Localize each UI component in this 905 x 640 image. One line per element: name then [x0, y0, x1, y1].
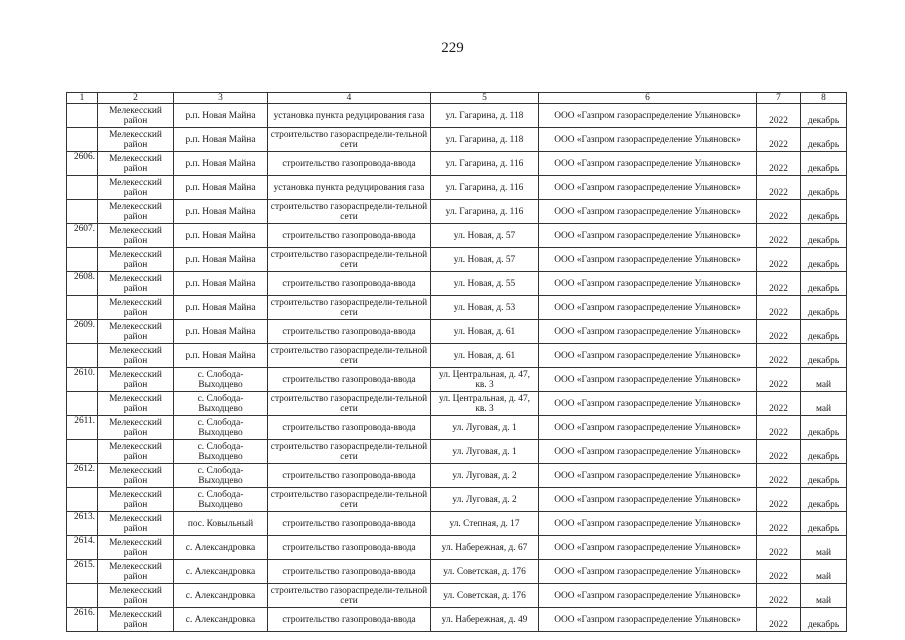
table-row — [67, 608, 847, 632]
table-row — [67, 440, 847, 464]
cell-work-type: строительство газораспредели-тельной сети — [268, 488, 431, 512]
cell-address: ул. Гагарина, д. 116 — [431, 152, 539, 176]
cell-number: 2615. — [67, 560, 98, 584]
header-col-5: 5 — [431, 93, 539, 104]
table-row — [67, 392, 847, 416]
cell-year: 2022 — [757, 584, 801, 608]
cell-district: Мелекесский район — [98, 536, 174, 560]
cell-district: Мелекесский район — [98, 104, 174, 128]
cell-work-type: строительство газопровода-ввода — [268, 536, 431, 560]
cell-address: ул. Новая, д. 61 — [431, 344, 539, 368]
cell-year: 2022 — [757, 440, 801, 464]
cell-month: декабрь — [801, 416, 847, 440]
cell-locality: с. Слобода-Выходцево — [174, 368, 268, 392]
cell-year: 2022 — [757, 128, 801, 152]
cell-organization: ООО «Газпром газораспределение Ульяновск» — [539, 200, 757, 224]
cell-locality: р.п. Новая Майна — [174, 224, 268, 248]
table-row — [67, 224, 847, 248]
header-col-8: 8 — [801, 93, 847, 104]
cell-district: Мелекесский район — [98, 416, 174, 440]
header-row — [67, 93, 847, 104]
cell-address: ул. Советская, д. 176 — [431, 560, 539, 584]
cell-work-type: строительство газопровода-ввода — [268, 152, 431, 176]
cell-organization: ООО «Газпром газораспределение Ульяновск» — [539, 224, 757, 248]
cell-work-type: строительство газопровода-ввода — [268, 368, 431, 392]
cell-organization: ООО «Газпром газораспределение Ульяновск» — [539, 272, 757, 296]
cell-district: Мелекесский район — [98, 248, 174, 272]
cell-district: Мелекесский район — [98, 440, 174, 464]
cell-address: ул. Советская, д. 176 — [431, 584, 539, 608]
table-row — [67, 368, 847, 392]
cell-address: ул. Новая, д. 57 — [431, 224, 539, 248]
cell-organization: ООО «Газпром газораспределение Ульяновск» — [539, 104, 757, 128]
cell-work-type: строительство газораспредели-тельной сети — [268, 200, 431, 224]
table-row — [67, 344, 847, 368]
table-row — [67, 320, 847, 344]
table-row — [67, 248, 847, 272]
cell-locality: с. Александровка — [174, 560, 268, 584]
cell-work-type: строительство газораспредели-тельной сети — [268, 248, 431, 272]
cell-address: ул. Новая, д. 57 — [431, 248, 539, 272]
cell-locality: пос. Ковыльный — [174, 512, 268, 536]
cell-number — [67, 200, 98, 224]
cell-number: 2607. — [67, 224, 98, 248]
cell-organization: ООО «Газпром газораспределение Ульяновск» — [539, 368, 757, 392]
cell-year: 2022 — [757, 296, 801, 320]
cell-locality: р.п. Новая Майна — [174, 344, 268, 368]
cell-organization: ООО «Газпром газораспределение Ульяновск» — [539, 320, 757, 344]
cell-work-type: строительство газораспредели-тельной сети — [268, 440, 431, 464]
cell-district: Мелекесский район — [98, 296, 174, 320]
cell-locality: р.п. Новая Майна — [174, 296, 268, 320]
cell-work-type: строительство газопровода-ввода — [268, 608, 431, 632]
cell-year: 2022 — [757, 200, 801, 224]
cell-number: 2616. — [67, 608, 98, 632]
cell-locality: р.п. Новая Майна — [174, 272, 268, 296]
cell-address: ул. Луговая, д. 2 — [431, 488, 539, 512]
cell-number: 2610. — [67, 368, 98, 392]
cell-work-type: строительство газопровода-ввода — [268, 416, 431, 440]
table-row — [67, 296, 847, 320]
cell-district: Мелекесский район — [98, 272, 174, 296]
cell-year: 2022 — [757, 560, 801, 584]
table-row — [67, 560, 847, 584]
cell-address: ул. Центральная, д. 47, кв. 3 — [431, 392, 539, 416]
header-col-2: 2 — [98, 93, 174, 104]
cell-number: 2611. — [67, 416, 98, 440]
cell-year: 2022 — [757, 464, 801, 488]
cell-work-type: строительство газопровода-ввода — [268, 224, 431, 248]
cell-month: декабрь — [801, 320, 847, 344]
cell-organization: ООО «Газпром газораспределение Ульяновск» — [539, 416, 757, 440]
cell-month: май — [801, 368, 847, 392]
cell-number — [67, 248, 98, 272]
cell-month: декабрь — [801, 152, 847, 176]
cell-number — [67, 296, 98, 320]
cell-district: Мелекесский район — [98, 128, 174, 152]
cell-address: ул. Гагарина, д. 116 — [431, 200, 539, 224]
cell-locality: с. Слобода-Выходцево — [174, 392, 268, 416]
cell-work-type: строительство газопровода-ввода — [268, 464, 431, 488]
cell-locality: с. Слобода-Выходцево — [174, 416, 268, 440]
cell-organization: ООО «Газпром газораспределение Ульяновск» — [539, 344, 757, 368]
cell-number: 2614. — [67, 536, 98, 560]
cell-number — [67, 128, 98, 152]
cell-locality: р.п. Новая Майна — [174, 320, 268, 344]
cell-number — [67, 488, 98, 512]
cell-locality: р.п. Новая Майна — [174, 176, 268, 200]
cell-address: ул. Гагарина, д. 118 — [431, 128, 539, 152]
cell-locality: р.п. Новая Майна — [174, 200, 268, 224]
cell-locality: с. Слобода-Выходцево — [174, 488, 268, 512]
table-row — [67, 488, 847, 512]
cell-district: Мелекесский район — [98, 608, 174, 632]
cell-number: 2606. — [67, 152, 98, 176]
cell-district: Мелекесский район — [98, 152, 174, 176]
cell-month: декабрь — [801, 248, 847, 272]
cell-address: ул. Новая, д. 55 — [431, 272, 539, 296]
cell-month: декабрь — [801, 176, 847, 200]
cell-address: ул. Гагарина, д. 118 — [431, 104, 539, 128]
cell-month: декабрь — [801, 272, 847, 296]
cell-organization: ООО «Газпром газораспределение Ульяновск» — [539, 608, 757, 632]
cell-address: ул. Луговая, д. 1 — [431, 440, 539, 464]
table-row — [67, 584, 847, 608]
cell-number: 2609. — [67, 320, 98, 344]
cell-work-type: строительство газораспредели-тельной сети — [268, 296, 431, 320]
cell-organization: ООО «Газпром газораспределение Ульяновск» — [539, 296, 757, 320]
cell-district: Мелекесский район — [98, 368, 174, 392]
cell-address: ул. Набережная, д. 67 — [431, 536, 539, 560]
cell-year: 2022 — [757, 512, 801, 536]
cell-month: декабрь — [801, 224, 847, 248]
cell-organization: ООО «Газпром газораспределение Ульяновск» — [539, 464, 757, 488]
cell-year: 2022 — [757, 392, 801, 416]
cell-organization: ООО «Газпром газораспределение Ульяновск» — [539, 560, 757, 584]
table-header — [67, 93, 847, 104]
cell-year: 2022 — [757, 608, 801, 632]
table-row — [67, 512, 847, 536]
cell-district: Мелекесский район — [98, 584, 174, 608]
cell-year: 2022 — [757, 272, 801, 296]
cell-month: май — [801, 560, 847, 584]
table-row — [67, 536, 847, 560]
cell-month: декабрь — [801, 608, 847, 632]
cell-year: 2022 — [757, 344, 801, 368]
header-col-1: 1 — [67, 93, 98, 104]
header-col-6: 6 — [539, 93, 757, 104]
table-body — [67, 104, 847, 632]
cell-year: 2022 — [757, 536, 801, 560]
cell-month: декабрь — [801, 464, 847, 488]
cell-number — [67, 584, 98, 608]
cell-number — [67, 392, 98, 416]
table-row — [67, 128, 847, 152]
table-row — [67, 272, 847, 296]
table-row — [67, 152, 847, 176]
cell-month: декабрь — [801, 296, 847, 320]
cell-organization: ООО «Газпром газораспределение Ульяновск» — [539, 488, 757, 512]
cell-address: ул. Гагарина, д. 116 — [431, 176, 539, 200]
cell-address: ул. Луговая, д. 1 — [431, 416, 539, 440]
cell-locality: с. Александровка — [174, 608, 268, 632]
header-col-4: 4 — [268, 93, 431, 104]
cell-locality: с. Слобода-Выходцево — [174, 440, 268, 464]
cell-work-type: строительство газопровода-ввода — [268, 320, 431, 344]
cell-work-type: строительство газораспредели-тельной сети — [268, 392, 431, 416]
cell-organization: ООО «Газпром газораспределение Ульяновск» — [539, 248, 757, 272]
page-number: 229 — [441, 40, 464, 56]
table-row — [67, 416, 847, 440]
cell-district: Мелекесский район — [98, 200, 174, 224]
cell-work-type: строительство газораспредели-тельной сети — [268, 584, 431, 608]
cell-month: май — [801, 536, 847, 560]
cell-year: 2022 — [757, 224, 801, 248]
cell-month: декабрь — [801, 104, 847, 128]
cell-organization: ООО «Газпром газораспределение Ульяновск» — [539, 152, 757, 176]
cell-address: ул. Новая, д. 61 — [431, 320, 539, 344]
cell-work-type: строительство газопровода-ввода — [268, 512, 431, 536]
cell-district: Мелекесский район — [98, 176, 174, 200]
cell-organization: ООО «Газпром газораспределение Ульяновск» — [539, 128, 757, 152]
cell-address: ул. Набережная, д. 49 — [431, 608, 539, 632]
cell-district: Мелекесский район — [98, 392, 174, 416]
cell-work-type: установка пункта редуцирования газа — [268, 104, 431, 128]
cell-district: Мелекесский район — [98, 320, 174, 344]
cell-district: Мелекесский район — [98, 488, 174, 512]
cell-address: ул. Луговая, д. 2 — [431, 464, 539, 488]
cell-organization: ООО «Газпром газораспределение Ульяновск» — [539, 176, 757, 200]
cell-year: 2022 — [757, 416, 801, 440]
cell-number — [67, 440, 98, 464]
cell-month: декабрь — [801, 488, 847, 512]
cell-number: 2608. — [67, 272, 98, 296]
cell-work-type: строительство газораспредели-тельной сети — [268, 344, 431, 368]
cell-year: 2022 — [757, 368, 801, 392]
gasification-table — [66, 92, 847, 632]
cell-district: Мелекесский район — [98, 512, 174, 536]
cell-work-type: строительство газопровода-ввода — [268, 272, 431, 296]
cell-number: 2612. — [67, 464, 98, 488]
cell-year: 2022 — [757, 104, 801, 128]
cell-district: Мелекесский район — [98, 344, 174, 368]
table-row — [67, 464, 847, 488]
cell-locality: с. Слобода-Выходцево — [174, 464, 268, 488]
cell-year: 2022 — [757, 320, 801, 344]
cell-organization: ООО «Газпром газораспределение Ульяновск» — [539, 584, 757, 608]
cell-year: 2022 — [757, 248, 801, 272]
cell-locality: с. Александровка — [174, 584, 268, 608]
cell-month: декабрь — [801, 128, 847, 152]
cell-number — [67, 104, 98, 128]
header-col-3: 3 — [174, 93, 268, 104]
table-row — [67, 176, 847, 200]
cell-month: декабрь — [801, 440, 847, 464]
cell-locality: р.п. Новая Майна — [174, 104, 268, 128]
cell-address: ул. Степная, д. 17 — [431, 512, 539, 536]
cell-year: 2022 — [757, 488, 801, 512]
cell-month: май — [801, 392, 847, 416]
cell-district: Мелекесский район — [98, 464, 174, 488]
cell-month: декабрь — [801, 200, 847, 224]
cell-month: декабрь — [801, 344, 847, 368]
cell-work-type: установка пункта редуцирования газа — [268, 176, 431, 200]
cell-organization: ООО «Газпром газораспределение Ульяновск» — [539, 512, 757, 536]
cell-organization: ООО «Газпром газораспределение Ульяновск» — [539, 536, 757, 560]
cell-locality: р.п. Новая Майна — [174, 152, 268, 176]
table-row — [67, 200, 847, 224]
cell-organization: ООО «Газпром газораспределение Ульяновск» — [539, 392, 757, 416]
cell-month: май — [801, 584, 847, 608]
cell-number — [67, 176, 98, 200]
cell-district: Мелекесский район — [98, 224, 174, 248]
cell-district: Мелекесский район — [98, 560, 174, 584]
cell-number: 2613. — [67, 512, 98, 536]
table-row — [67, 104, 847, 128]
cell-locality: р.п. Новая Майна — [174, 248, 268, 272]
cell-address: ул. Центральная, д. 47, кв. 3 — [431, 368, 539, 392]
cell-locality: р.п. Новая Майна — [174, 128, 268, 152]
cell-work-type: строительство газораспредели-тельной сети — [268, 128, 431, 152]
cell-month: декабрь — [801, 512, 847, 536]
header-col-7: 7 — [757, 93, 801, 104]
cell-year: 2022 — [757, 176, 801, 200]
cell-locality: с. Александровка — [174, 536, 268, 560]
cell-address: ул. Новая, д. 53 — [431, 296, 539, 320]
cell-work-type: строительство газопровода-ввода — [268, 560, 431, 584]
cell-organization: ООО «Газпром газораспределение Ульяновск» — [539, 440, 757, 464]
cell-number — [67, 344, 98, 368]
cell-year: 2022 — [757, 152, 801, 176]
